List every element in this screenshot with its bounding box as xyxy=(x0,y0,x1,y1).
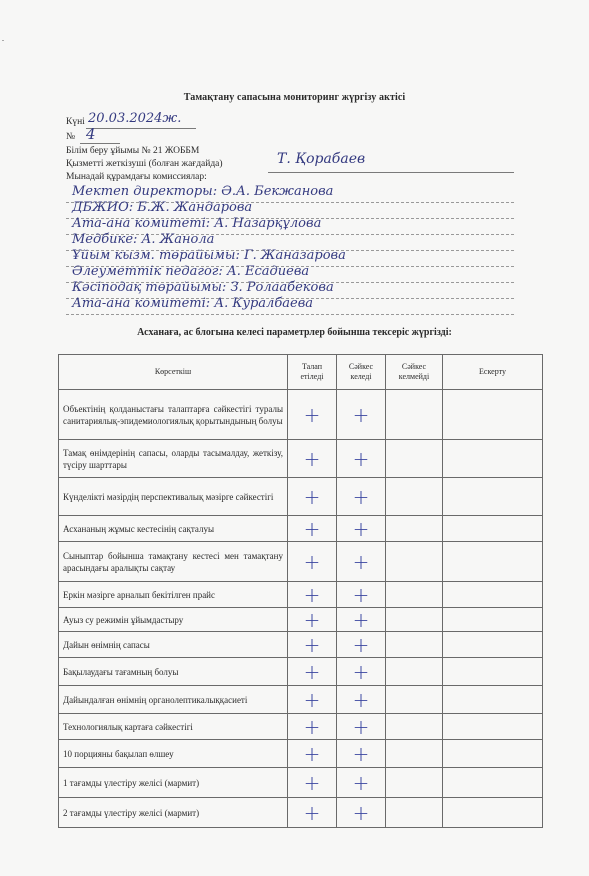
table-row xyxy=(59,542,543,582)
row-note xyxy=(443,478,543,516)
row-noncompliant xyxy=(386,608,443,632)
row-criterion: Бақылаудағы тағамның болуы xyxy=(59,658,288,686)
row-note xyxy=(443,516,543,542)
row-noncompliant xyxy=(386,768,443,798)
table-row xyxy=(59,740,543,768)
commission-member-8: Ата-ана комитеті: А. Куралбаева xyxy=(72,296,314,311)
table-row xyxy=(59,798,543,828)
row-note xyxy=(443,632,543,658)
row-criterion: Ауыз су режимін ұйымдастыру xyxy=(59,608,288,632)
inspection-table xyxy=(58,354,543,828)
row-noncompliant xyxy=(386,740,443,768)
date-underline xyxy=(86,128,196,129)
commission-member-3: Ата-ана комитеті: А. Назарқұлова xyxy=(72,216,322,231)
header-compliant: Сәйкес келеді xyxy=(337,355,386,390)
row-compliant-mark: + xyxy=(337,658,386,686)
row-note xyxy=(443,686,543,714)
commission-member-5: Ұйым кызм. төрайымы: Г. Жаназарова xyxy=(72,248,346,263)
row-required-mark: + xyxy=(288,632,337,658)
row-compliant-mark: + xyxy=(337,714,386,740)
row-compliant-mark: + xyxy=(337,582,386,608)
table-row xyxy=(59,658,543,686)
header-required: Талап етіледі xyxy=(288,355,337,390)
row-criterion: Дайындалған өнімнің органолептикалыққасиеті xyxy=(59,686,288,714)
row-noncompliant xyxy=(386,516,443,542)
commission-member-4: Медбике: А. Жанола xyxy=(72,232,215,247)
row-note xyxy=(443,440,543,478)
row-required-mark: + xyxy=(288,798,337,828)
commission-member-2: ДБЖИО: Б.Ж. Жандарова xyxy=(72,200,253,215)
row-note xyxy=(443,658,543,686)
row-criterion: Асхананың жұмыс кестесінің сақталуы xyxy=(59,516,288,542)
row-note xyxy=(443,798,543,828)
table-header-row xyxy=(59,355,543,390)
table-row xyxy=(59,608,543,632)
commission-member-1: Мектеп директоры: Ә.А. Бекжанова xyxy=(72,184,334,199)
row-noncompliant xyxy=(386,632,443,658)
table-row xyxy=(59,714,543,740)
row-required-mark: + xyxy=(288,516,337,542)
row-compliant-mark: + xyxy=(337,390,386,440)
table-row xyxy=(59,478,543,516)
table-row xyxy=(59,516,543,542)
row-required-mark: + xyxy=(288,686,337,714)
date-label: Күні xyxy=(66,117,85,127)
row-noncompliant xyxy=(386,390,443,440)
commission-label: Мынадай құрамдағы комиссиялар: xyxy=(66,172,207,182)
section-title: Асханаға, ас блогына келесі параметрлер бойынша тексеріс жүргізді: xyxy=(137,327,452,338)
row-criterion: Еркін мәзірге арналып бекітілген прайс xyxy=(59,582,288,608)
row-compliant-mark: + xyxy=(337,440,386,478)
commission-member-7: Кәсіподақ төрайымы: З. Ролаабекова xyxy=(72,280,334,295)
table-row xyxy=(59,390,543,440)
row-criterion: Технологиялық картаға сәйкестігі xyxy=(59,714,288,740)
table-row xyxy=(59,632,543,658)
row-criterion: Объектінің қолданыстағы талаптарға сәйкестігі туралы санитариялық-эпидемиологиялық қорытындының болуы xyxy=(59,390,288,440)
supplier-value: Т. Қорабаев xyxy=(277,151,366,167)
row-note xyxy=(443,582,543,608)
row-compliant-mark: + xyxy=(337,686,386,714)
table-row xyxy=(59,686,543,714)
supplier-row xyxy=(66,159,223,169)
row-required-mark: + xyxy=(288,478,337,516)
row-required-mark: + xyxy=(288,740,337,768)
row-criterion: 10 порцияны бақылап өлшеу xyxy=(59,740,288,768)
header-noncompliant: Сәйкес келмейді xyxy=(386,355,443,390)
row-note xyxy=(443,768,543,798)
row-compliant-mark: + xyxy=(337,516,386,542)
row-noncompliant xyxy=(386,440,443,478)
number-label: № xyxy=(66,132,76,142)
date-value: 20.03.2024ж. xyxy=(88,111,182,126)
row-criterion: Күнделікті мәзірдің перспективалық мәзірге сәйкестігі xyxy=(59,478,288,516)
row-note xyxy=(443,608,543,632)
row-required-mark: + xyxy=(288,658,337,686)
date-row xyxy=(66,117,85,127)
row-required-mark: + xyxy=(288,608,337,632)
row-compliant-mark: + xyxy=(337,768,386,798)
supplier-label: Қызметті жеткізуші (болған жағдайда) xyxy=(66,159,223,169)
header-note: Ескерту xyxy=(443,355,543,390)
commission-line-8 xyxy=(66,314,514,315)
row-criterion: 1 тағамды үлестіру желісі (мармит) xyxy=(59,768,288,798)
scan-edge-mark xyxy=(2,40,4,41)
row-noncompliant xyxy=(386,658,443,686)
row-compliant-mark: + xyxy=(337,542,386,582)
commission-member-6: Әлеуметтік педагог: А. Есадиева xyxy=(72,264,310,279)
row-required-mark: + xyxy=(288,542,337,582)
row-required-mark: + xyxy=(288,768,337,798)
document-title: Тамақтану сапасына мониторинг жүргізу актісі xyxy=(183,92,406,103)
row-required-mark: + xyxy=(288,390,337,440)
row-noncompliant xyxy=(386,478,443,516)
row-criterion: 2 тағамды үлестіру желісі (мармит) xyxy=(59,798,288,828)
row-required-mark: + xyxy=(288,714,337,740)
table-row xyxy=(59,768,543,798)
row-criterion: Тамақ өнімдерінің сапасы, оларды тасымалдау, жеткізу, түсіру шарттары xyxy=(59,440,288,478)
school-row: Білім беру ұйымы № 21 ЖОББМ xyxy=(66,146,200,156)
row-required-mark: + xyxy=(288,582,337,608)
row-compliant-mark: + xyxy=(337,740,386,768)
row-note xyxy=(443,390,543,440)
row-criterion: Сыныптар бойынша тамақтану кестесі мен тамақтану арасындағы аралықты сақтау xyxy=(59,542,288,582)
row-noncompliant xyxy=(386,714,443,740)
row-compliant-mark: + xyxy=(337,478,386,516)
row-compliant-mark: + xyxy=(337,798,386,828)
number-value: 4 xyxy=(86,125,96,143)
row-required-mark: + xyxy=(288,440,337,478)
supplier-underline xyxy=(268,172,514,173)
row-noncompliant xyxy=(386,686,443,714)
row-criterion: Дайын өнімнің сапасы xyxy=(59,632,288,658)
table-row xyxy=(59,582,543,608)
header-indicator: Көрсеткіш xyxy=(59,355,288,390)
row-noncompliant xyxy=(386,798,443,828)
row-noncompliant xyxy=(386,542,443,582)
number-underline xyxy=(80,143,120,144)
table-row xyxy=(59,440,543,478)
number-row xyxy=(66,132,75,142)
row-note xyxy=(443,714,543,740)
row-note xyxy=(443,542,543,582)
row-compliant-mark: + xyxy=(337,608,386,632)
row-note xyxy=(443,740,543,768)
row-compliant-mark: + xyxy=(337,632,386,658)
row-noncompliant xyxy=(386,582,443,608)
